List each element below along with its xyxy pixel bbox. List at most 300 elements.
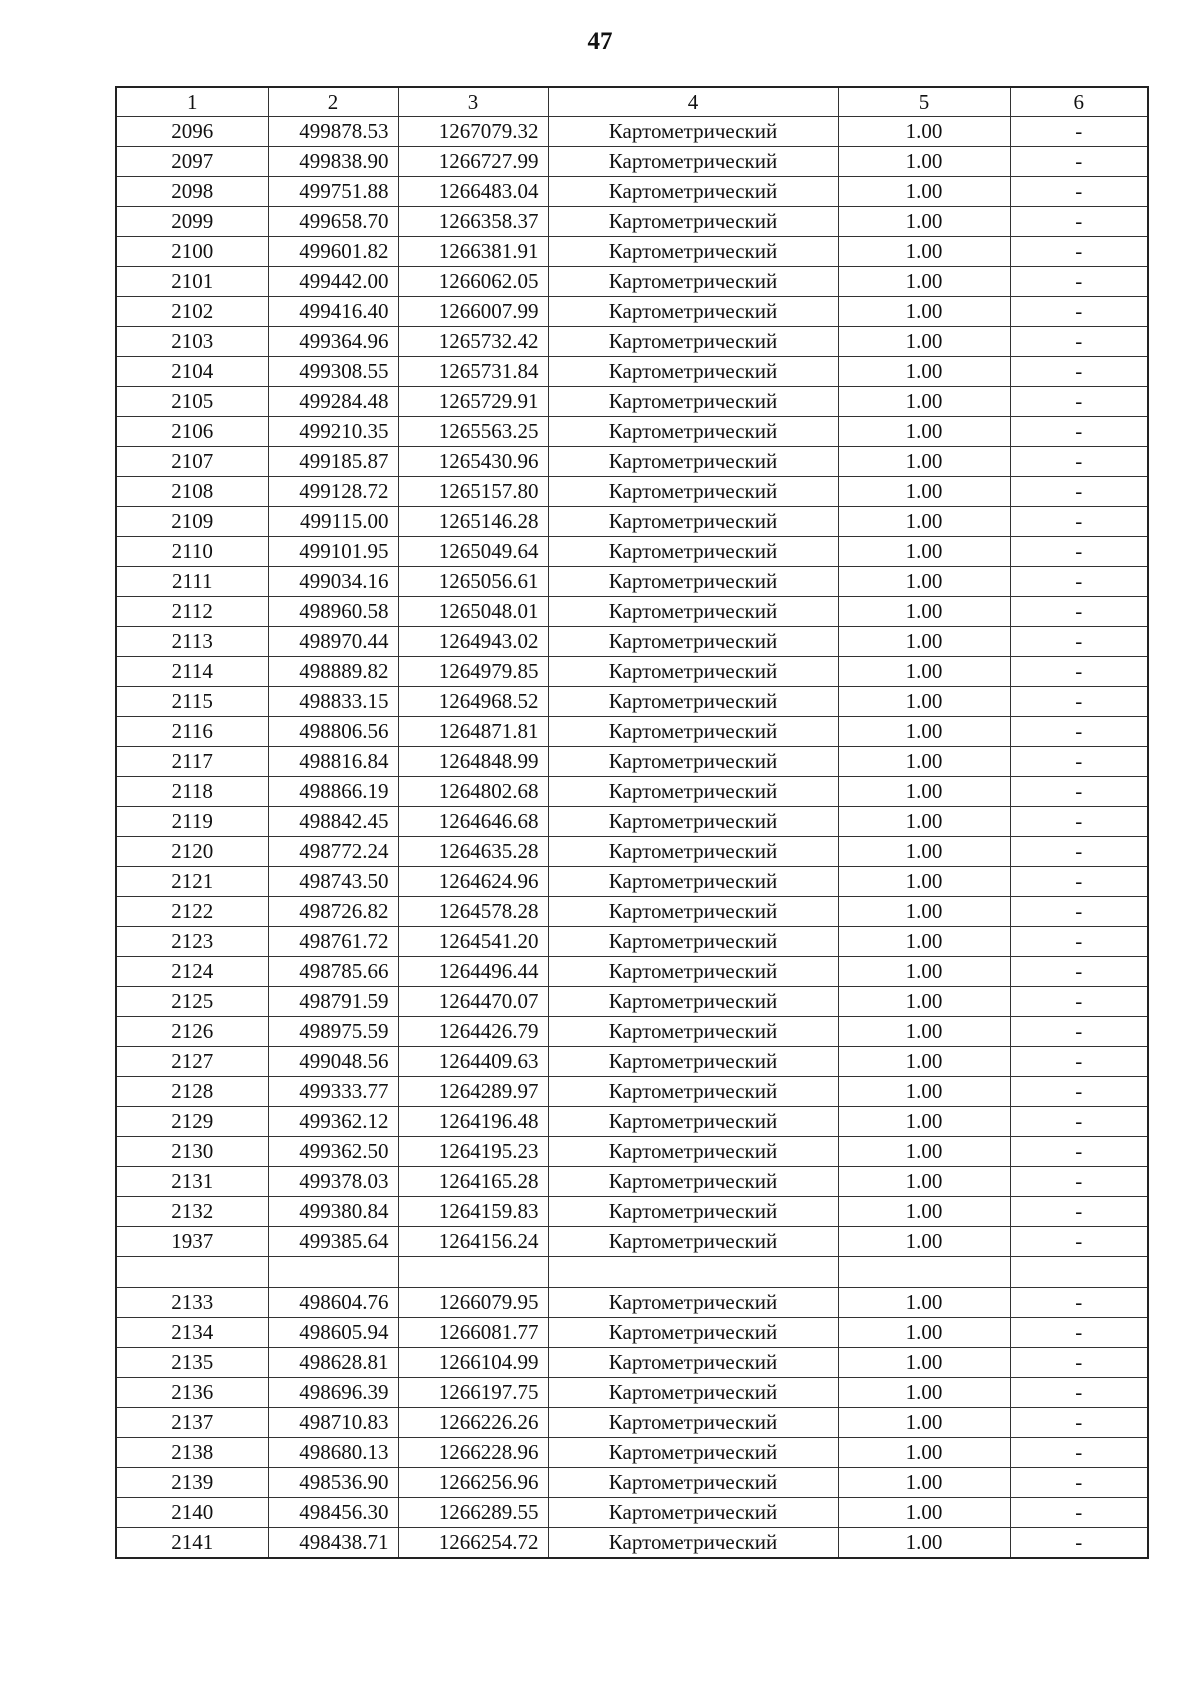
table-cell: 499128.72 [268, 477, 398, 507]
table-cell: 498806.56 [268, 717, 398, 747]
table-cell: 498628.81 [268, 1348, 398, 1378]
table-row [116, 1227, 1148, 1257]
table-row [116, 207, 1148, 237]
table-row [116, 837, 1148, 867]
table-cell: Картометрический [548, 1498, 838, 1528]
table-cell: Картометрический [548, 1137, 838, 1167]
table-cell: - [1010, 1498, 1148, 1528]
table-cell: Картометрический [548, 1288, 838, 1318]
table-cell: Картометрический [548, 927, 838, 957]
table-cell: 1.00 [838, 807, 1010, 837]
table-cell: - [1010, 687, 1148, 717]
table-cell: - [1010, 837, 1148, 867]
table-cell: 1.00 [838, 537, 1010, 567]
table-cell: - [1010, 177, 1148, 207]
table-cell: 1.00 [838, 957, 1010, 987]
table-cell: - [1010, 1348, 1148, 1378]
table-cell: 2096 [116, 117, 268, 147]
table-cell: Картометрический [548, 207, 838, 237]
table-cell: - [1010, 387, 1148, 417]
table-cell: 2128 [116, 1077, 268, 1107]
table-cell: 498726.82 [268, 897, 398, 927]
table-cell: 1266062.05 [398, 267, 548, 297]
table-cell: 1.00 [838, 717, 1010, 747]
table-row [116, 897, 1148, 927]
table-cell: 1.00 [838, 837, 1010, 867]
table-row [116, 1378, 1148, 1408]
table-cell: 2098 [116, 177, 268, 207]
table-cell: Картометрический [548, 957, 838, 987]
table-cell: 1264409.63 [398, 1047, 548, 1077]
table-cell: 2141 [116, 1528, 268, 1559]
table-cell: 499101.95 [268, 537, 398, 567]
table-cell: 498743.50 [268, 867, 398, 897]
table-cell: 499364.96 [268, 327, 398, 357]
table-cell: Картометрический [548, 807, 838, 837]
table-cell: - [1010, 1227, 1148, 1257]
table-cell: - [1010, 717, 1148, 747]
table-cell: 1265049.64 [398, 537, 548, 567]
table-row [116, 177, 1148, 207]
table-cell: 2107 [116, 447, 268, 477]
table-cell: 2105 [116, 387, 268, 417]
table-cell: Картометрический [548, 1528, 838, 1559]
table-cell: Картометрический [548, 267, 838, 297]
table-row [116, 1438, 1148, 1468]
table-cell: Картометрический [548, 357, 838, 387]
table-cell: 1.00 [838, 567, 1010, 597]
table-row [116, 237, 1148, 267]
table-cell: 1266727.99 [398, 147, 548, 177]
table-cell: 1.00 [838, 207, 1010, 237]
table-cell: 1266007.99 [398, 297, 548, 327]
table-cell: - [1010, 1197, 1148, 1227]
table-cell: 2122 [116, 897, 268, 927]
table-cell: 2127 [116, 1047, 268, 1077]
table-cell: 2131 [116, 1167, 268, 1197]
table-cell: 499416.40 [268, 297, 398, 327]
table-cell: 1.00 [838, 1318, 1010, 1348]
table-cell: - [1010, 807, 1148, 837]
table-cell: 1266081.77 [398, 1318, 548, 1348]
table-cell: 1265732.42 [398, 327, 548, 357]
table-cell: 1266381.91 [398, 237, 548, 267]
empty-cell [116, 1257, 268, 1288]
table-cell: 499308.55 [268, 357, 398, 387]
table-cell: 499034.16 [268, 567, 398, 597]
table-cell: 2118 [116, 777, 268, 807]
table-cell: - [1010, 537, 1148, 567]
table-cell: 498791.59 [268, 987, 398, 1017]
table-row [116, 1167, 1148, 1197]
table-cell: 1266079.95 [398, 1288, 548, 1318]
table-cell: 498604.76 [268, 1288, 398, 1318]
table-cell: 499878.53 [268, 117, 398, 147]
table-cell: Картометрический [548, 657, 838, 687]
table-cell: 1265563.25 [398, 417, 548, 447]
table-row [116, 507, 1148, 537]
table-cell: Картометрический [548, 567, 838, 597]
table-cell: 498438.71 [268, 1528, 398, 1559]
table-row [116, 687, 1148, 717]
table-cell: - [1010, 417, 1148, 447]
table-row [116, 627, 1148, 657]
table-cell: 1264979.85 [398, 657, 548, 687]
table-row [116, 1288, 1148, 1318]
table-cell: - [1010, 357, 1148, 387]
table-cell: 1.00 [838, 1047, 1010, 1077]
table-cell: 1.00 [838, 447, 1010, 477]
table-cell: 1264289.97 [398, 1077, 548, 1107]
table-cell: 1.00 [838, 387, 1010, 417]
table-cell: 1.00 [838, 867, 1010, 897]
table-cell: 499115.00 [268, 507, 398, 537]
table-cell: 2102 [116, 297, 268, 327]
table-cell: 1.00 [838, 237, 1010, 267]
table-row [116, 537, 1148, 567]
table-cell: 2138 [116, 1438, 268, 1468]
table-cell: 1.00 [838, 1378, 1010, 1408]
table-cell: 2109 [116, 507, 268, 537]
table-cell: 1.00 [838, 1137, 1010, 1167]
table-cell: 1264159.83 [398, 1197, 548, 1227]
table-row [116, 597, 1148, 627]
table-cell: 1264496.44 [398, 957, 548, 987]
header-cell: 3 [398, 87, 548, 117]
table-cell: - [1010, 1107, 1148, 1137]
table-row [116, 1318, 1148, 1348]
table-cell: 498785.66 [268, 957, 398, 987]
coordinates-table [115, 86, 1149, 1559]
header-cell: 5 [838, 87, 1010, 117]
table-row [116, 1047, 1148, 1077]
table-cell: 499838.90 [268, 147, 398, 177]
table-row [116, 1498, 1148, 1528]
table-row [116, 927, 1148, 957]
table-cell: - [1010, 627, 1148, 657]
table-cell: 1264195.23 [398, 1137, 548, 1167]
table-cell: - [1010, 1167, 1148, 1197]
table-cell: - [1010, 597, 1148, 627]
table-cell: 1.00 [838, 747, 1010, 777]
table-cell: 1.00 [838, 327, 1010, 357]
table-cell: 2097 [116, 147, 268, 177]
table-cell: 2119 [116, 807, 268, 837]
empty-cell [838, 1257, 1010, 1288]
table-row [116, 1137, 1148, 1167]
table-cell: Картометрический [548, 1017, 838, 1047]
table-cell: 499385.64 [268, 1227, 398, 1257]
table-cell: Картометрический [548, 867, 838, 897]
separator-row [116, 1257, 1148, 1288]
empty-cell [548, 1257, 838, 1288]
table-cell: 1265729.91 [398, 387, 548, 417]
table-cell: 1.00 [838, 1077, 1010, 1107]
table-cell: 1.00 [838, 1288, 1010, 1318]
table-cell: 498710.83 [268, 1408, 398, 1438]
table-cell: Картометрический [548, 1318, 838, 1348]
table-cell: 2114 [116, 657, 268, 687]
table-cell: - [1010, 657, 1148, 687]
table-cell: 1264426.79 [398, 1017, 548, 1047]
table-cell: 2103 [116, 327, 268, 357]
table-cell: Картометрический [548, 1077, 838, 1107]
table-cell: Картометрический [548, 1348, 838, 1378]
table-cell: 2135 [116, 1348, 268, 1378]
table-cell: 499751.88 [268, 177, 398, 207]
table-row [116, 747, 1148, 777]
table-cell: 1264156.24 [398, 1227, 548, 1257]
table-cell: 498772.24 [268, 837, 398, 867]
table-cell: 498816.84 [268, 747, 398, 777]
table-cell: 2106 [116, 417, 268, 447]
table-cell: 1266104.99 [398, 1348, 548, 1378]
table-cell: 499658.70 [268, 207, 398, 237]
table-cell: 1264624.96 [398, 867, 548, 897]
table-cell: Картометрический [548, 477, 838, 507]
table-cell: 1264470.07 [398, 987, 548, 1017]
table-cell: 1264848.99 [398, 747, 548, 777]
table-cell: 2133 [116, 1288, 268, 1318]
table-cell: - [1010, 1528, 1148, 1559]
table-cell: Картометрический [548, 297, 838, 327]
table-cell: 1.00 [838, 117, 1010, 147]
table-cell: Картометрический [548, 1408, 838, 1438]
table-cell: 1264635.28 [398, 837, 548, 867]
table-cell: 1264196.48 [398, 1107, 548, 1137]
table-cell: 1.00 [838, 897, 1010, 927]
table-cell: 1266358.37 [398, 207, 548, 237]
table-cell: 1.00 [838, 597, 1010, 627]
table-row [116, 957, 1148, 987]
table-cell: - [1010, 477, 1148, 507]
table-cell: 1937 [116, 1227, 268, 1257]
table-cell: 1266256.96 [398, 1468, 548, 1498]
table-row [116, 477, 1148, 507]
table-cell: 2139 [116, 1468, 268, 1498]
table-cell: 1.00 [838, 1438, 1010, 1468]
table-cell: - [1010, 237, 1148, 267]
header-cell: 2 [268, 87, 398, 117]
table-cell: 1266289.55 [398, 1498, 548, 1528]
table-cell: 498842.45 [268, 807, 398, 837]
table-cell: 2123 [116, 927, 268, 957]
page-number: 47 [587, 28, 613, 55]
table-cell: 1265056.61 [398, 567, 548, 597]
coordinates-table-body [116, 87, 1148, 1558]
table-row [116, 777, 1148, 807]
table-cell: Картометрический [548, 1378, 838, 1408]
table-cell: 1.00 [838, 687, 1010, 717]
table-cell: 1.00 [838, 1468, 1010, 1498]
table-cell: 2104 [116, 357, 268, 387]
table-header-row [116, 87, 1148, 117]
table-cell: 1.00 [838, 1167, 1010, 1197]
table-cell: 1264871.81 [398, 717, 548, 747]
table-cell: 1.00 [838, 297, 1010, 327]
table-cell: - [1010, 327, 1148, 357]
table-cell: 2129 [116, 1107, 268, 1137]
table-cell: 1.00 [838, 1348, 1010, 1378]
table-cell: 2125 [116, 987, 268, 1017]
table-cell: 1.00 [838, 1107, 1010, 1137]
table-cell: - [1010, 1047, 1148, 1077]
table-cell: 499378.03 [268, 1167, 398, 1197]
table-row [116, 1528, 1148, 1559]
table-cell: 1264802.68 [398, 777, 548, 807]
table-cell: Картометрический [548, 837, 838, 867]
table-cell: 1264165.28 [398, 1167, 548, 1197]
table-cell: 2110 [116, 537, 268, 567]
table-cell: 498833.15 [268, 687, 398, 717]
table-row [116, 357, 1148, 387]
table-cell: - [1010, 1378, 1148, 1408]
table-cell: Картометрический [548, 147, 838, 177]
table-row [116, 657, 1148, 687]
table-cell: 2117 [116, 747, 268, 777]
table-cell: Картометрический [548, 447, 838, 477]
table-cell: 1.00 [838, 987, 1010, 1017]
table-cell: - [1010, 987, 1148, 1017]
table-cell: Картометрический [548, 117, 838, 147]
table-row [116, 867, 1148, 897]
table-cell: 2140 [116, 1498, 268, 1528]
table-cell: Картометрический [548, 237, 838, 267]
table-row [116, 327, 1148, 357]
table-row [116, 1408, 1148, 1438]
table-cell: 2121 [116, 867, 268, 897]
table-cell: Картометрический [548, 1468, 838, 1498]
table-cell: 1.00 [838, 627, 1010, 657]
table-cell: 499380.84 [268, 1197, 398, 1227]
table-cell: Картометрический [548, 747, 838, 777]
table-cell: Картометрический [548, 537, 838, 567]
table-cell: Картометрический [548, 1227, 838, 1257]
table-cell: 1266254.72 [398, 1528, 548, 1559]
table-cell: 2126 [116, 1017, 268, 1047]
table-cell: 1.00 [838, 477, 1010, 507]
table-cell: 498680.13 [268, 1438, 398, 1468]
table-cell: - [1010, 957, 1148, 987]
table-cell: - [1010, 1318, 1148, 1348]
table-cell: 498960.58 [268, 597, 398, 627]
table-cell: - [1010, 117, 1148, 147]
table-cell: 2099 [116, 207, 268, 237]
table-cell: 499601.82 [268, 237, 398, 267]
table-cell: 2137 [116, 1408, 268, 1438]
table-cell: Картометрический [548, 987, 838, 1017]
table-cell: 2120 [116, 837, 268, 867]
table-cell: 1.00 [838, 777, 1010, 807]
table-cell: 1.00 [838, 1498, 1010, 1528]
table-row [116, 717, 1148, 747]
table-cell: - [1010, 567, 1148, 597]
table-cell: - [1010, 207, 1148, 237]
table-cell: 2100 [116, 237, 268, 267]
table-cell: - [1010, 1438, 1148, 1468]
table-cell: 2108 [116, 477, 268, 507]
table-row [116, 1468, 1148, 1498]
table-cell: Картометрический [548, 177, 838, 207]
table-row [116, 267, 1148, 297]
table-cell: Картометрический [548, 777, 838, 807]
table-cell: - [1010, 777, 1148, 807]
table-row [116, 447, 1148, 477]
table-cell: 1.00 [838, 507, 1010, 537]
table-row [116, 987, 1148, 1017]
table-cell: 1.00 [838, 417, 1010, 447]
table-cell: 498889.82 [268, 657, 398, 687]
table-cell: Картометрический [548, 387, 838, 417]
table-cell: 1.00 [838, 357, 1010, 387]
table-cell: Картометрический [548, 1167, 838, 1197]
table-cell: 499210.35 [268, 417, 398, 447]
table-row [116, 1107, 1148, 1137]
table-cell: 1.00 [838, 147, 1010, 177]
table-cell: Картометрический [548, 897, 838, 927]
table-cell: - [1010, 1408, 1148, 1438]
table-cell: 499362.50 [268, 1137, 398, 1167]
table-cell: 1267079.32 [398, 117, 548, 147]
table-cell: Картометрический [548, 1197, 838, 1227]
table-cell: 1.00 [838, 927, 1010, 957]
table-cell: 499333.77 [268, 1077, 398, 1107]
table-cell: 498696.39 [268, 1378, 398, 1408]
table-cell: 1265048.01 [398, 597, 548, 627]
table-row [116, 297, 1148, 327]
table-cell: - [1010, 1468, 1148, 1498]
table-cell: Картометрический [548, 327, 838, 357]
table-cell: 2101 [116, 267, 268, 297]
table-cell: 1.00 [838, 1408, 1010, 1438]
table-cell: - [1010, 1017, 1148, 1047]
table-cell: Картометрический [548, 597, 838, 627]
table-cell: 1265146.28 [398, 507, 548, 537]
table-cell: - [1010, 747, 1148, 777]
table-cell: 1266228.96 [398, 1438, 548, 1468]
table-cell: Картометрический [548, 417, 838, 447]
table-cell: Картометрический [548, 1047, 838, 1077]
table-row [116, 567, 1148, 597]
table-cell: 498605.94 [268, 1318, 398, 1348]
empty-cell [1010, 1257, 1148, 1288]
table-cell: 1266483.04 [398, 177, 548, 207]
table-cell: 2116 [116, 717, 268, 747]
empty-cell [268, 1257, 398, 1288]
table-cell: 498536.90 [268, 1468, 398, 1498]
table-cell: 1.00 [838, 1197, 1010, 1227]
header-cell: 4 [548, 87, 838, 117]
table-cell: 1.00 [838, 1528, 1010, 1559]
table-row [116, 417, 1148, 447]
table-cell: - [1010, 267, 1148, 297]
table-cell: 1266197.75 [398, 1378, 548, 1408]
header-cell: 1 [116, 87, 268, 117]
table-cell: 499048.56 [268, 1047, 398, 1077]
table-row [116, 147, 1148, 177]
table-cell: Картометрический [548, 507, 838, 537]
table-cell: 1265157.80 [398, 477, 548, 507]
table-cell: - [1010, 897, 1148, 927]
table-cell: 1264541.20 [398, 927, 548, 957]
table-cell: 498761.72 [268, 927, 398, 957]
table-cell: 2112 [116, 597, 268, 627]
table-row [116, 1197, 1148, 1227]
table-cell: 499185.87 [268, 447, 398, 477]
table-cell: - [1010, 1288, 1148, 1318]
table-cell: 1265731.84 [398, 357, 548, 387]
table-cell: 2124 [116, 957, 268, 987]
